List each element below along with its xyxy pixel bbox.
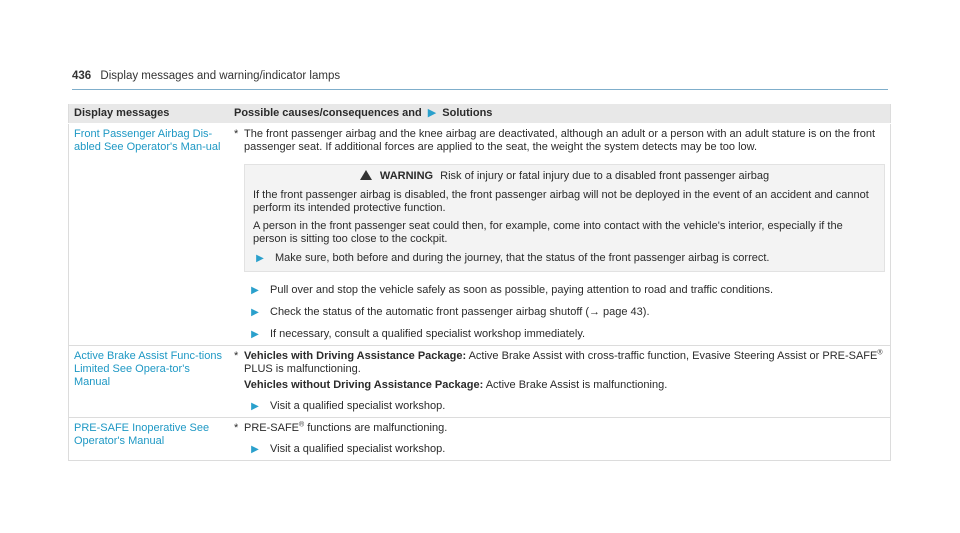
display-message: PRE-SAFE Inoperative See Operator's Manual xyxy=(69,418,230,461)
causes-cell xyxy=(229,124,891,346)
cause-item xyxy=(234,128,885,154)
cause-text: functions are malfunctioning. xyxy=(307,422,448,434)
solution-step-text: Visit a qualified specialist workshop. xyxy=(270,443,446,455)
col-header-solutions: Solutions xyxy=(442,107,493,119)
step-arrow-icon: ▶ xyxy=(251,444,259,455)
cause-text: The front passenger airbag and the knee airbag are deactivated, although an adult or a person with an adult stature is on the front passenger seat. If additional forces are applied to the seat, the weight the system detects may be too low. xyxy=(244,128,876,153)
table-header-row xyxy=(69,104,891,124)
cause-item xyxy=(234,350,885,392)
warning-triangle-icon xyxy=(360,170,372,180)
display-messages-table xyxy=(68,104,891,461)
page-number: 436 xyxy=(72,70,92,82)
page-header xyxy=(72,70,340,82)
step-arrow-icon: ▶ xyxy=(256,253,264,264)
step-arrow-icon: ▶ xyxy=(251,307,259,318)
warning-title: WARNING xyxy=(379,170,434,182)
display-message: Active Brake Assist Func-tions Limited See Opera-tor's Manual xyxy=(69,346,230,418)
causes-cell xyxy=(229,346,891,418)
cause-label: Vehicles without Driving Assistance Package: xyxy=(244,379,484,391)
solution-arrow-icon: ▶ xyxy=(427,107,437,119)
cause-line xyxy=(244,379,885,392)
warning-step-text: Make sure, both before and during the journey, that the status of the front passenger airbag is correct. xyxy=(275,252,770,264)
page-title: Display messages and warning/indicator lamps xyxy=(100,70,341,82)
solution-step-text: Pull over and stop the vehicle safely as soon as possible, paying attention to road and traffic conditions. xyxy=(270,284,774,296)
warning-paragraph: If the front passenger airbag is disabled, the front passenger airbag will not be deployed in the event of an accident and cannot perform its intended protective function. xyxy=(253,189,869,214)
cause-text: PLUS is malfunctioning. xyxy=(244,363,361,375)
registered-mark: ® xyxy=(877,349,883,357)
solution-step-text: If necessary, consult a qualified specialist workshop immediately. xyxy=(270,328,586,340)
col-header-causes: Possible causes/consequences and xyxy=(234,107,422,119)
solution-step xyxy=(234,328,885,341)
warning-header xyxy=(253,169,876,183)
registered-mark: ® xyxy=(299,421,305,429)
causes-cell xyxy=(229,418,891,461)
col-header-causes-solutions xyxy=(229,104,891,124)
cause-text: Active Brake Assist is malfunctioning. xyxy=(485,379,668,391)
table-row xyxy=(69,124,891,346)
asterisk-marker: * xyxy=(234,128,239,140)
solution-step xyxy=(234,306,885,319)
table-row xyxy=(69,418,891,461)
solution-step-text: Check the status of the automatic front passenger airbag shutoff (→ page 43). xyxy=(270,306,650,318)
asterisk-marker: * xyxy=(234,350,239,362)
cause-item xyxy=(234,422,885,435)
cause-text: Active Brake Assist with cross-traffic function, Evasive Steering Assist or PRE-SAFE xyxy=(468,350,878,362)
solution-step xyxy=(234,400,885,413)
col-header-display-messages: Display messages xyxy=(69,104,230,124)
step-arrow-icon: ▶ xyxy=(251,401,259,412)
solution-step xyxy=(234,284,885,297)
warning-step xyxy=(253,252,876,265)
warning-box xyxy=(244,164,885,272)
solution-step-text: Visit a qualified specialist workshop. xyxy=(270,400,446,412)
asterisk-marker: * xyxy=(234,422,239,434)
step-arrow-icon: ▶ xyxy=(251,329,259,340)
solution-step xyxy=(234,443,885,456)
table-row xyxy=(69,346,891,418)
cause-text: PRE-SAFE xyxy=(244,422,300,434)
display-message: Front Passenger Airbag Dis-abled See Operator's Man-ual xyxy=(69,124,230,346)
cause-label: Vehicles with Driving Assistance Package: xyxy=(244,350,467,362)
step-arrow-icon: ▶ xyxy=(251,285,259,296)
header-rule xyxy=(72,89,888,90)
warning-paragraph: A person in the front passenger seat could then, for example, come into contact with the vehicle's interior, especially if the person is sitting too close to the cockpit. xyxy=(253,220,843,245)
warning-subtitle: Risk of injury or fatal injury due to a disabled front passenger airbag xyxy=(440,170,770,182)
